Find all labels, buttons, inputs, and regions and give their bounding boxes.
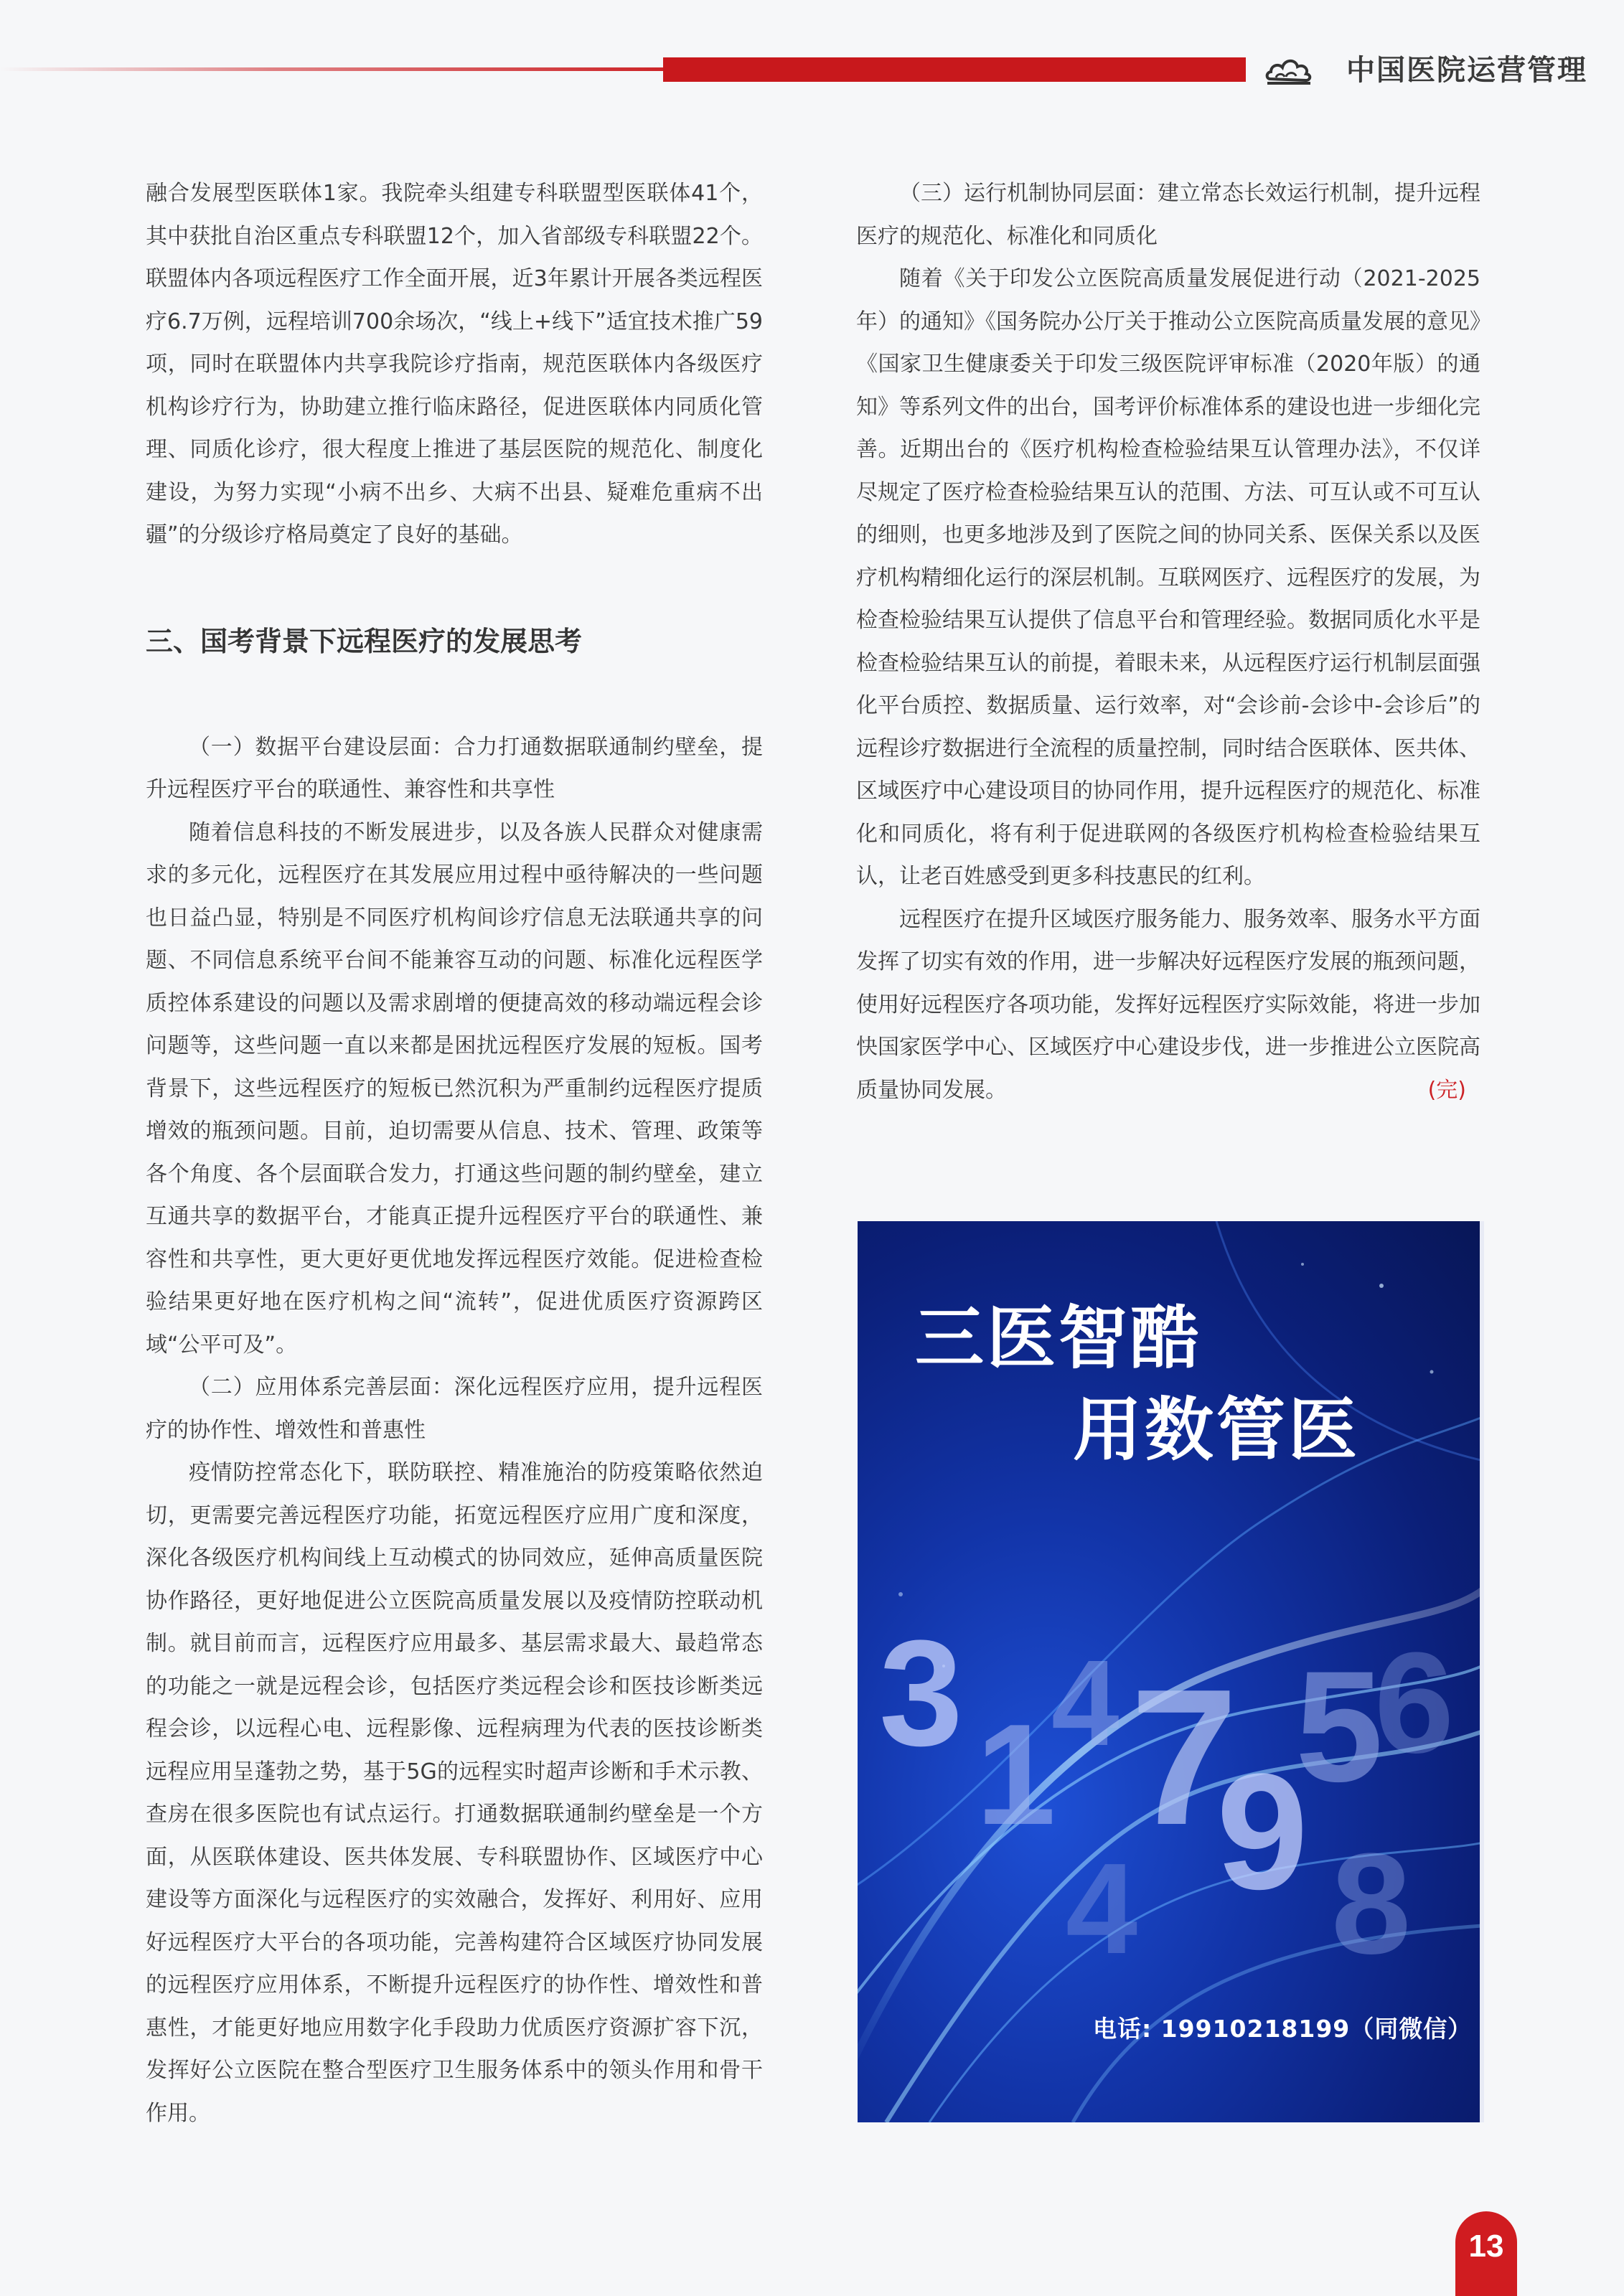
ad-phone-number: 电话: 19910218199（同微信） xyxy=(1093,2015,1473,2043)
paragraph-application-system: 疫情防控常态化下，联防联控、精准施治的防疫策略依然迫切，更需要完善远程医疗功能，拓宽远程医疗应用广度和深度，深化各级医疗机构间线上互动模式的协同效应，延伸高质量医院协作路径，更好地促进公立医院高质量发展以及疫情防控联动机制。就目前而言，远程医疗应用最多、基层需求最大、最趋常态的功能之一就是远程会诊，包括医疗类远程会诊和医技诊断类远程会诊，以远程心电、远程影像、远程病理为代表的医技诊断类远程应用呈蓬勃之势，基于5G的远程实时超声诊断和手术示教、查房在很多医院也有试点运行。打通数据联通制约壁垒是一个方面，从医联体建设、医共体发展、专科联盟协作、区域医疗中心建设等方面深化与远程医疗的实效融合，发挥好、利用好、应用好远程医疗大平台的各项功能，完善构建符合区域医疗协同发展的远程医疗应用体系，不断提升远程医疗的协作性、增效性和普惠性，才能更好地应用数字化手段助力优质医疗资源扩容下沉，发挥好公立医院在整合型医疗卫生服务体系中的领头作用和骨干作用。 xyxy=(146,1460,763,2126)
ad-title-line-1: 三医智酷 xyxy=(915,1297,1202,1378)
end-mark: (完) xyxy=(1427,1077,1466,1103)
advertisement-banner[interactable] xyxy=(858,1221,1482,2122)
header-accent-bar xyxy=(663,57,1246,82)
ad-title-line-2: 用数管医 xyxy=(1073,1389,1360,1470)
article-left-column xyxy=(146,172,763,2135)
digit-3: 3 xyxy=(879,1609,963,1777)
digit-4-upper: 4 xyxy=(1051,1635,1120,1772)
digit-5: 5 xyxy=(1295,1638,1384,1815)
digit-6: 6 xyxy=(1374,1623,1455,1783)
ad-edge-highlight xyxy=(1480,1221,1484,2122)
digit-9: 9 xyxy=(1216,1739,1308,1924)
digit-4-lower: 4 xyxy=(1066,1837,1138,1981)
page-number: 13 xyxy=(1468,2229,1504,2264)
paragraph-intro: 融合发展型医联体1家。我院牵头组建专科联盟型医联体41个，其中获批自治区重点专科联盟12个，加入省部级专科联盟22个。联盟体内各项远程医疗工作全面开展，近3年累计开展各类远程医疗6.7万例，远程培训700余场次，“线上+线下”适宜技术推广59项，同时在联盟体内共享我院诊疗指南，规范医联体内各级医疗机构诊疗行为，协助建立推行临床路径，促进医联体内同质化管理、同质化诊疗，很大程度上推进了基层医院的规范化、制度化建设，为努力实现“小病不出乡、大病不出县、疑难危重病不出疆”的分级诊疗格局奠定了良好的基础。 xyxy=(146,181,763,547)
section-title: 三、国考背景下远程医疗的发展思考 xyxy=(146,625,583,657)
paragraph-data-platform: 随着信息科技的不断发展进步，以及各族人民群众对健康需求的多元化，远程医疗在其发展应用过程中亟待解决的一些问题也日益凸显，特别是不同医疗机构间诊疗信息无法联通共享的问题、不同信息系统平台间不能兼容互动的问题、标准化远程医学质控体系建设的问题以及需求剧增的便捷高效的移动端远程会诊问题等，这些问题一直以来都是困扰远程医疗发展的短板。国考背景下，这些远程医疗的短板已然沉积为严重制约远程医疗提质增效的瓶颈问题。目前，迫切需要从信息、技术、管理、政策等各个角度、各个层面联合发力，打通这些问题的制约壁垒，建立互通共享的数据平台，才能真正提升远程医疗平台的联通性、兼容性和共享性，更大更好更优地发挥远程医疗效能。促进检查检验结果更好地在医疗机构之间“流转”，促进优质医疗资源跨区域“公平可及”。 xyxy=(146,819,763,1358)
digit-7: 7 xyxy=(1130,1650,1239,1866)
subsection-title-2: （二）应用体系完善层面：深化远程医疗应用，提升远程医疗的协作性、增效性和普惠性 xyxy=(146,1375,763,1443)
subsection-title-1: （一）数据平台建设层面：合力打通数据联通制约壁垒，提升远程医疗平台的联通性、兼容性和共享性 xyxy=(146,734,763,802)
paragraph-mechanism: 随着《关于印发公立医院高质量发展促进行动（2021-2025年）的通知》《国务院办公厅关于推动公立医院高质量发展的意见》《国家卫生健康委关于印发三级医院评审标准（2020年版）的通知》等系列文件的出台，国考评价标准体系的建设也进一步细化完善。近期出台的《医疗机构检查检验结果互认管理办法》，不仅详尽规定了医疗检查检验结果互认的范围、方法、可互认或不可互认的细则，也更多地涉及到了医院之间的协同关系、医保关系以及医疗机构精细化运行的深层机制。互联网医疗、远程医疗的发展，为检查检验结果互认提供了信息平台和管理经验。数据同质化水平是检查检验结果互认的前提，着眼未来，从远程医疗运行机制层面强化平台质控、数据质量、运行效率，对“会诊前-会诊中-会诊后”的远程诊疗数据进行全流程的质量控制，同时结合医联体、医共体、区域医疗中心建设项目的协同作用，提升远程医疗的规范化、标准化和同质化，将有利于促进联网的各级医疗机构检查检验结果互认，让老百姓感受到更多科技惠民的红利。 xyxy=(856,266,1480,889)
header-divider-line xyxy=(0,67,675,71)
subsection-title-3: （三）运行机制协同层面：建立常态长效运行机制，提升远程医疗的规范化、标准化和同质化 xyxy=(856,181,1480,249)
cloud-logo-icon xyxy=(1264,53,1313,86)
article-right-column xyxy=(856,172,1480,1111)
paragraph-conclusion xyxy=(856,898,1480,1112)
brand-name: 中国医院运营管理 xyxy=(1346,54,1587,87)
digit-1: 1 xyxy=(976,1695,1056,1855)
page-number-badge xyxy=(1455,2211,1517,2296)
conclusion-text: 远程医疗在提升区域医疗服务能力、服务效率、服务水平方面发挥了切实有效的作用，进一步解决好远程医疗发展的瓶颈问题，使用好远程医疗各项功能，发挥好远程医疗实际效能，将进一步加快国家医学中心、区域医疗中心建设步伐，进一步推进公立医院高质量协同发展。 xyxy=(856,906,1480,1103)
digit-8: 8 xyxy=(1331,1824,1412,1984)
